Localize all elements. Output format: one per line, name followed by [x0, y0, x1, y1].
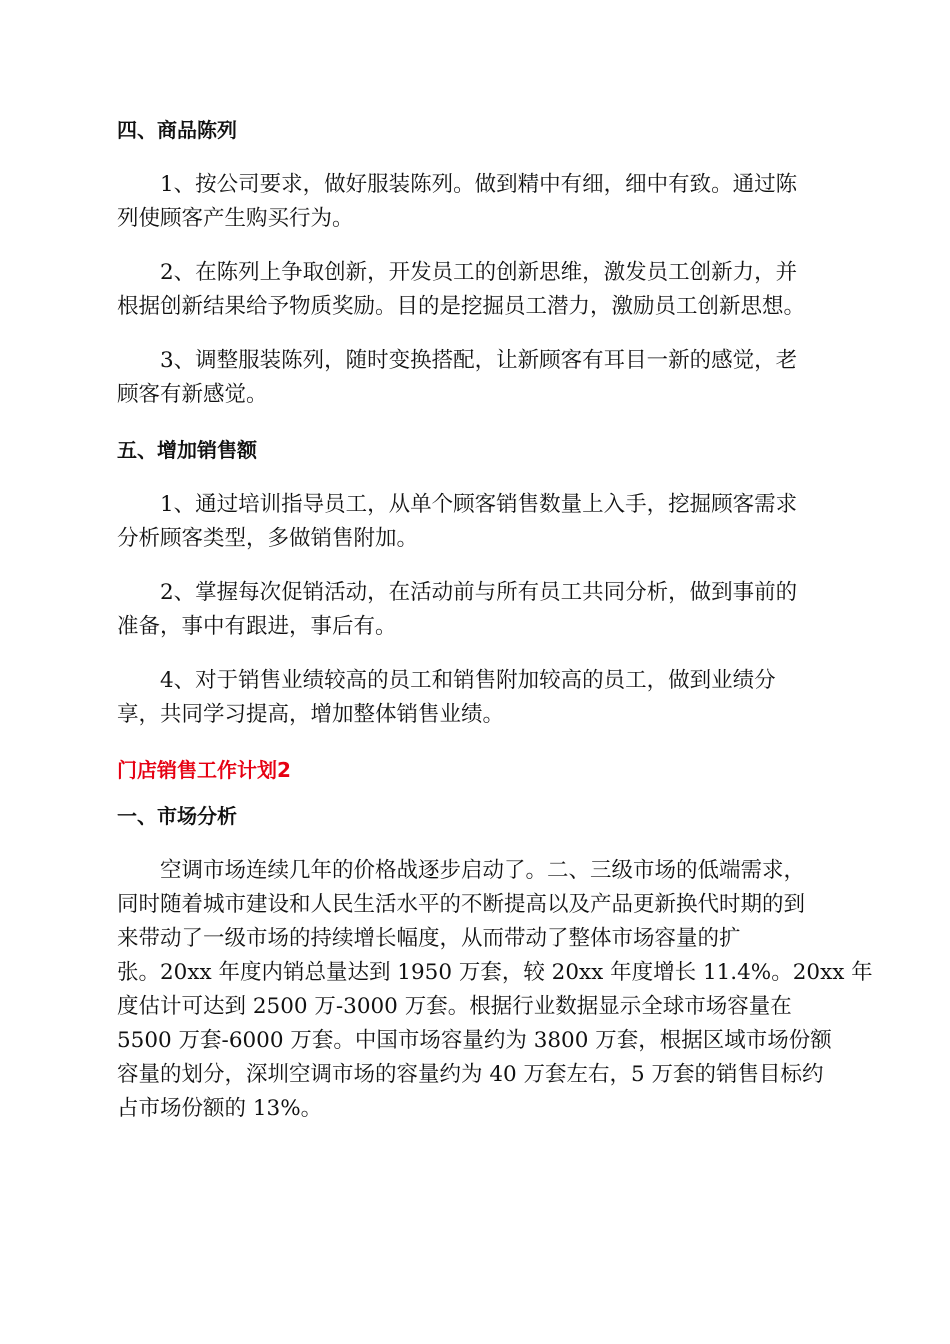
text-line: 2、掌握每次促销活动，在活动前与所有员工共同分析，做到事前的	[160, 580, 798, 605]
text-line: 享，共同学习提高，增加整体销售业绩。	[117, 702, 505, 727]
text-line: 顾客有新感觉。	[117, 382, 268, 407]
text-line: 来带动了一级市场的持续增长幅度，从而带动了整体市场容量的扩	[117, 926, 741, 951]
text-line: 2、在陈列上争取创新，开发员工的创新思维，激发员工创新力，并	[160, 260, 798, 285]
text-line: 占市场份额的 13%。	[117, 1096, 323, 1121]
text-line: 张。20xx 年度内销总量达到 1950 万套，较 20xx 年度增长 11.4%。20xx 年	[117, 960, 873, 985]
paragraph-sales-2	[117, 576, 833, 644]
paragraph-market-analysis	[117, 854, 873, 1126]
text-line: 准备，事中有跟进，事后有。	[117, 614, 397, 639]
text-line: 根据创新结果给予物质奖励。目的是挖掘员工潜力，激励员工创新思想。	[117, 294, 806, 319]
text-line: 度估计可达到 2500 万-3000 万套。根据行业数据显示全球市场容量在	[117, 994, 792, 1019]
text-line: 空调市场连续几年的价格战逐步启动了。二、三级市场的低端需求，	[160, 858, 806, 883]
paragraph-sales-4	[117, 664, 833, 732]
paragraph-display-2	[117, 256, 833, 324]
plan-title: 门店销售工作计划2	[117, 758, 291, 782]
paragraph-display-3	[117, 344, 833, 412]
text-line: 3、调整服装陈列，随时变换搭配，让新顾客有耳目一新的感觉，老	[160, 348, 798, 373]
text-line: 容量的划分，深圳空调市场的容量约为 40 万套左右，5 万套的销售目标约	[117, 1062, 824, 1087]
text-line: 4、对于销售业绩较高的员工和销售附加较高的员工，做到业绩分	[160, 668, 776, 693]
section-heading-increase-sales: 五、增加销售额	[117, 438, 257, 462]
text-line: 列使顾客产生购买行为。	[117, 206, 354, 231]
text-line: 1、按公司要求，做好服装陈列。做到精中有细，细中有致。通过陈	[160, 172, 798, 197]
text-line: 1、通过培训指导员工，从单个顾客销售数量上入手，挖掘顾客需求	[160, 492, 798, 517]
paragraph-display-1	[117, 168, 833, 236]
text-line: 5500 万套-6000 万套。中国市场容量约为 3800 万套，根据区域市场份额	[117, 1028, 832, 1053]
text-line: 同时随着城市建设和人民生活水平的不断提高以及产品更新换代时期的到	[117, 892, 806, 917]
section-heading-market-analysis: 一、市场分析	[117, 804, 237, 828]
text-line: 分析顾客类型，多做销售附加。	[117, 526, 419, 551]
section-heading-merchandise-display: 四、商品陈列	[117, 118, 237, 142]
paragraph-sales-1	[117, 488, 833, 556]
